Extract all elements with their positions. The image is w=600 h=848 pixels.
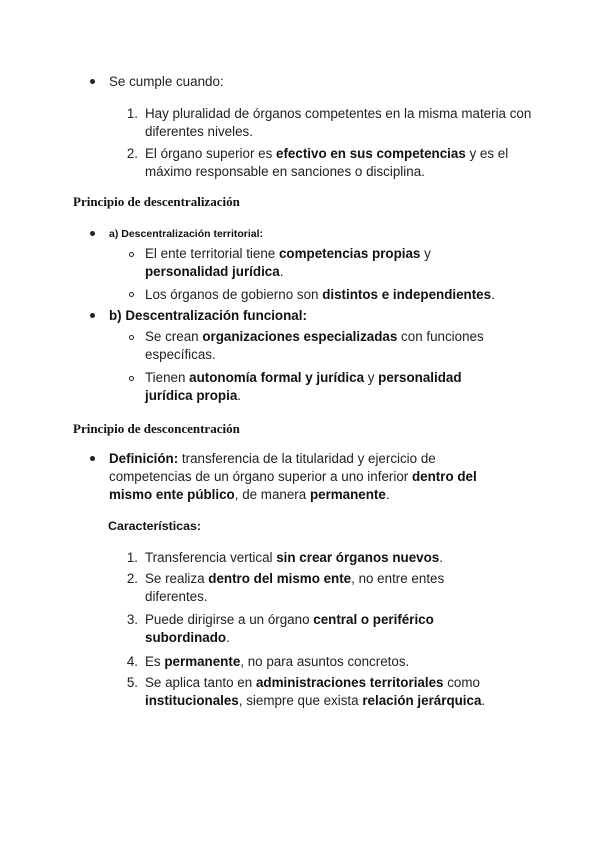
- list-number: 3.: [126, 612, 138, 627]
- list-item-text: [145, 549, 535, 567]
- bold-text-run: distintos e independientes: [322, 287, 492, 302]
- text-run: , de manera: [234, 487, 310, 502]
- circle-bullet-icon: [129, 376, 134, 381]
- text-run: , no para asuntos concretos.: [240, 654, 410, 669]
- text-run: y es el máximo responsable en sanciones o disciplina.: [145, 146, 509, 179]
- bold-text-run: autonomía formal y jurídica: [189, 370, 365, 385]
- bold-text-run: personalidad jurídica propia: [145, 370, 462, 403]
- circle-bullet-icon: [129, 335, 134, 340]
- text-run: .: [491, 287, 495, 302]
- text-run: Puede dirigirse a un órgano: [145, 612, 314, 627]
- bold-text-run: central o periférico subordinado: [145, 612, 434, 645]
- bold-text-run: organizaciones especializadas: [202, 329, 398, 344]
- text-run: y: [364, 370, 379, 385]
- text-run: Se aplica tanto en: [145, 675, 256, 690]
- text-run: y: [420, 246, 431, 261]
- list-item-text: [145, 653, 535, 671]
- text-run: .: [237, 388, 241, 403]
- bold-text-run: Definición:: [109, 451, 179, 466]
- bold-text-run: sin crear órganos nuevos: [276, 550, 440, 565]
- list-item-text: [145, 286, 545, 304]
- intro-label: Se cumple cuando:: [109, 74, 224, 89]
- list-number: 1.: [126, 106, 138, 121]
- text-run: transferencia de la titularidad y ejercicio de competencias de un órgano superior a uno inferior: [109, 451, 436, 484]
- text-run: con funciones específicas.: [145, 329, 484, 362]
- text-run: .: [279, 264, 284, 279]
- text-run: Se realiza: [145, 571, 209, 586]
- bold-text-run: institucionales: [145, 693, 239, 708]
- section-heading: Principio de descentralización: [73, 194, 240, 209]
- bold-text-run: competencias propias: [278, 246, 421, 261]
- list-number: 1.: [126, 550, 138, 565]
- text-run: .: [481, 693, 486, 708]
- text-run: El órgano superior es: [145, 146, 277, 161]
- text-run: Es: [145, 654, 165, 669]
- bullet-icon: [90, 313, 95, 318]
- list-item-text: [145, 328, 515, 364]
- bold-text-run: dentro del mismo ente público: [109, 469, 477, 502]
- bullet-icon: [90, 79, 95, 84]
- bold-text-run: relación jerárquica: [362, 693, 482, 708]
- bold-text-run: administraciones territoriales: [255, 675, 444, 690]
- text-run: Hay pluralidad de órganos competentes en la misma materia con diferentes niveles.: [145, 106, 532, 139]
- text-run: .: [439, 550, 443, 565]
- list-item-text: [145, 245, 465, 281]
- list-item-text: [145, 611, 485, 647]
- text-run: , siempre que exista: [238, 693, 363, 708]
- text-run: .: [226, 630, 230, 645]
- definition-text: [109, 450, 504, 504]
- text-run: Tienen: [145, 370, 190, 385]
- text-run: Los órganos de gobierno son: [145, 287, 323, 302]
- list-number: 4.: [126, 654, 138, 669]
- list-number: 2.: [126, 146, 138, 161]
- list-item-text: [145, 145, 535, 181]
- text-run: .: [385, 487, 390, 502]
- list-number: 5.: [126, 675, 138, 690]
- circle-bullet-icon: [129, 252, 134, 257]
- list-number: 2.: [126, 571, 138, 586]
- list-item-text: [145, 674, 515, 710]
- bullet-icon: [90, 456, 95, 461]
- subsection-label: a) Descentralización territorial:: [109, 228, 264, 240]
- list-item-text: [145, 369, 495, 405]
- bold-text-run: permanente: [309, 487, 386, 502]
- text-run: Se crean: [145, 329, 203, 344]
- text-run: Transferencia vertical: [145, 550, 277, 565]
- bullet-icon: [90, 231, 95, 236]
- text-run: El ente territorial tiene: [145, 246, 279, 261]
- bold-text-run: permanente: [164, 654, 241, 669]
- section-heading: Principio de desconcentración: [73, 421, 240, 436]
- characteristics-label: Características:: [108, 519, 201, 533]
- text-run: , no entre entes diferentes.: [145, 571, 445, 604]
- bold-text-run: dentro del mismo ente: [208, 571, 352, 586]
- circle-bullet-icon: [129, 292, 134, 297]
- text-run: como: [443, 675, 480, 690]
- list-item-text: [145, 570, 445, 606]
- subsection-label: b) Descentralización funcional:: [109, 308, 307, 323]
- list-item-text: [145, 105, 545, 141]
- bold-text-run: personalidad jurídica: [145, 264, 280, 279]
- bold-text-run: efectivo en sus competencias: [276, 146, 466, 161]
